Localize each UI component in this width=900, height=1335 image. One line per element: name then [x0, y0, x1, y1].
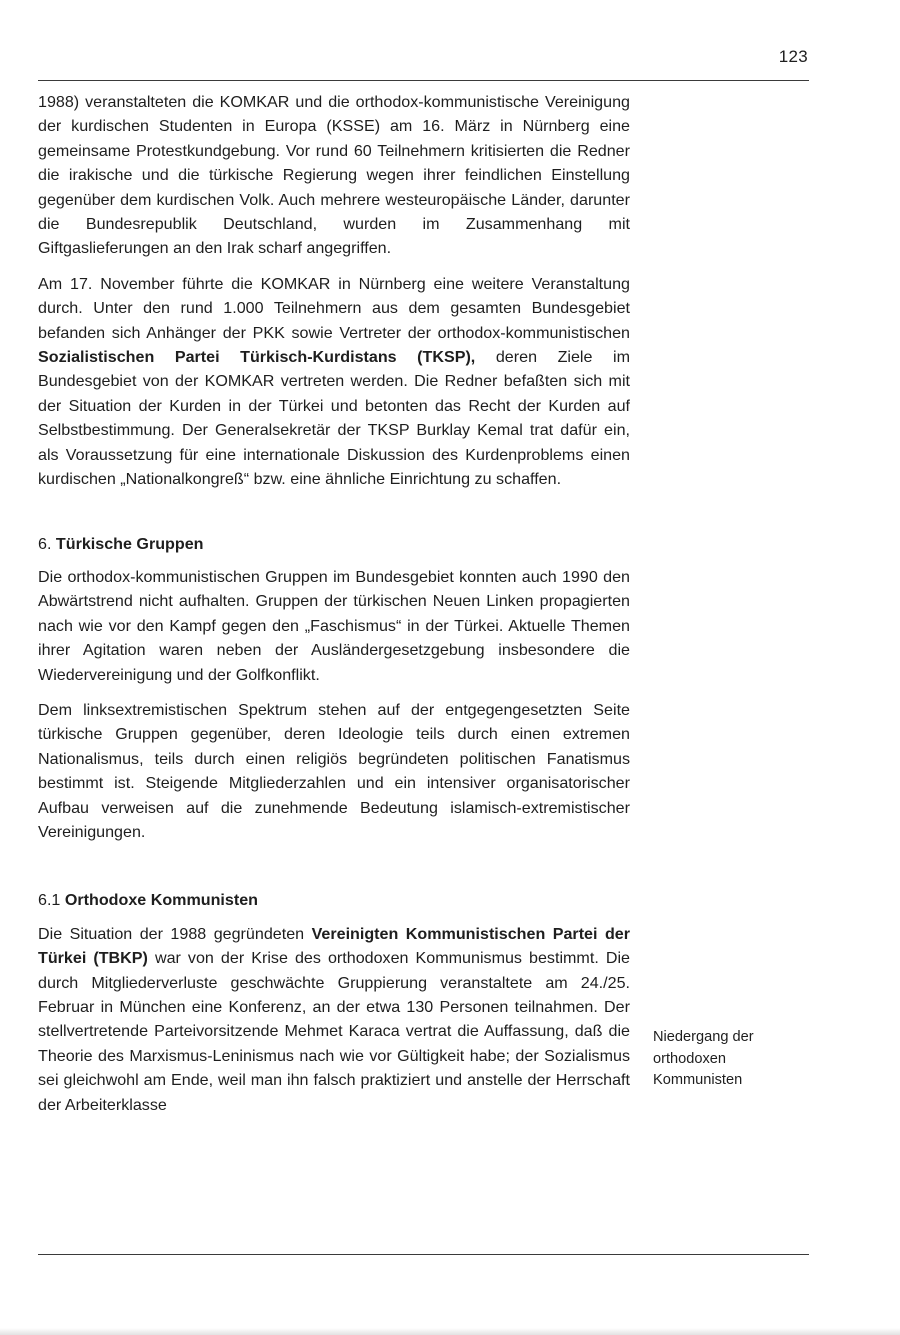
margin-note-line: Kommunisten	[653, 1072, 743, 1088]
margin-note-line: Niedergang der	[653, 1029, 754, 1045]
section-number: 6.	[38, 534, 52, 553]
main-text-column	[38, 90, 630, 1117]
margin-note	[653, 1027, 813, 1092]
page-number: 123	[778, 47, 808, 66]
header-rule	[38, 80, 809, 81]
text-run: war von der Krise des orthodoxen Kommunismus bestimmt. Die durch Mitgliederverluste geschwächte Gruppierung veranstaltete am 24./25. Februar in München eine Konferenz, an der etwa 130 Personen teilnahmen. Der stellvertretende Parteivorsitzende Mehmet Karaca vertrat die Auffassung, daß die Theorie des Marxismus-Leninismus nach wie vor Gültigkeit habe; der Sozialismus sei gleichwohl am Ende, weil man ihn falsch praktiziert und anstelle der Herrschaft der Arbeiterklasse	[38, 949, 630, 1114]
paragraph-tbkp	[38, 922, 630, 1117]
section-title: Orthodoxe Kommunisten	[64, 891, 258, 910]
paragraph-orthodox-groups: Die orthodox-kommunistischen Gruppen im Bundesgebiet konnten auch 1990 den Abwärtstrend nicht aufhalten. Gruppen der türkischen Neuen Linken propagierten nach wie vor den Kampf gegen den „Faschismus“ in der Türkei. Aktuelle Themen ihrer Agitation waren neben der Ausländergesetzgebung insbesondere die Wiedervereinigung und der Golfkonflikt.	[38, 567, 630, 684]
section-title: Türkische Gruppen	[55, 534, 204, 553]
text-run: Die Situation der 1988 gegründeten	[38, 924, 312, 943]
section-heading-6-1	[38, 888, 630, 912]
footer-rule	[38, 1254, 809, 1255]
paragraph-komkar-protest: 1988) veranstalteten die KOMKAR und die orthodox-kommunistische Vereinigung der kurdischen Studenten in Europa (KSSE) am 16. März in Nürnberg eine gemeinsame Protestkundgebung. Vor rund 60 Teilnehmern kritisierten die Redner die irakische und die türkische Regierung wegen ihrer feindlichen Einstellung gegenüber dem kurdischen Volk. Auch mehrere westeuropäische Länder, darunter die Bundesrepublik Deutschland, wurden im Zusammenhang mit Giftgaslieferungen an den Irak scharf angegriffen.	[38, 93, 630, 258]
paragraph-nationalist-spectrum: Dem linksextremistischen Spektrum stehen auf der entgegengesetzten Seite türkische Gruppen gegenüber, deren Ideologie teils durch einen extremen Nationalismus, teils durch einen religiös begründeten politischen Fanatismus bestimmt ist. Steigende Mitgliederzahlen und ein intensiver organisatorischer Aufbau verweisen auf die zunehmende Bedeutung islamisch-extremistischer Vereinigungen.	[38, 700, 630, 841]
section-heading-6	[38, 532, 630, 556]
page-edge-shadow	[0, 1328, 900, 1335]
text-run: Am 17. November führte die KOMKAR in Nürnberg eine weitere Veranstaltung durch. Unter den rund 1.000 Teilnehmern aus dem gesamten Bundesgebiet befanden sich Anhänger der PKK sowie Vertreter der orthodox-kommunistischen	[38, 274, 630, 342]
bold-party-name-tksp: Sozialistischen Partei Türkisch-Kurdistans (TKSP),	[38, 348, 476, 367]
text-run: deren Ziele im Bundesgebiet von der KOMKAR vertreten werden. Die Redner befaßten sich mit der Situation der Kurden in der Türkei und betonten das Recht der Kurden auf Selbstbestimmung. Der Generalsekretär der TKSP Burklay Kemal trat dafür ein, als Voraussetzung für eine internationale Diskussion des Kurdenproblems einen kurdischen „Nationalkongreß“ bzw. eine ähnliche Einrichtung zu schaffen.	[38, 348, 630, 489]
margin-note-line: orthodoxen	[653, 1050, 727, 1067]
paragraph-komkar-november	[38, 272, 630, 492]
section-number: 6.1	[38, 891, 61, 910]
bold-party-name-tbkp: Vereinigten Kommunistischen Partei der Türkei (TBKP)	[38, 924, 630, 968]
